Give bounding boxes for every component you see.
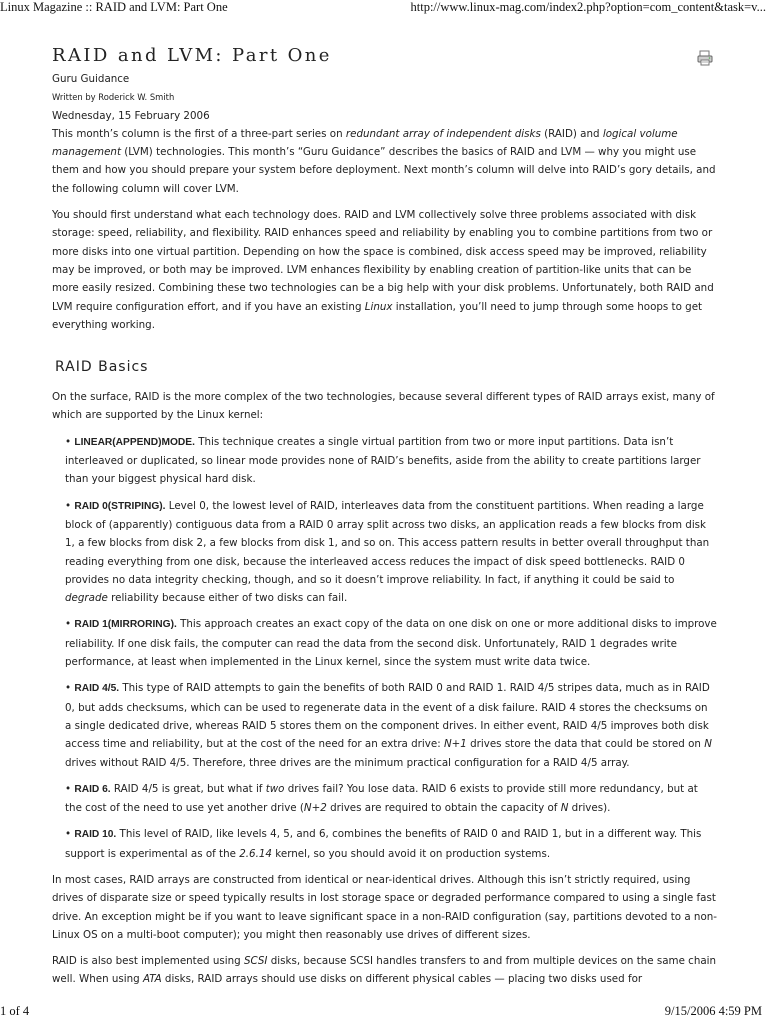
article-title: RAID and LVM: Part One (52, 45, 332, 66)
bullet-linear-mode: • LINEAR(APPEND)MODE. This technique creates a single virtual partition from two or more input partitions. Data isn’t interleaved or duplicated, so linear mode provides none of RAID’s benefits, aside from the ability to create partitions larger than your biggest physical hard disk. (65, 435, 701, 486)
article (52, 42, 717, 997)
page-header-title: Linux Magazine :: RAID and LVM: Part One (0, 0, 228, 14)
browser-print-footer (0, 1004, 768, 1020)
bullet-raid10: • RAID 10. This level of RAID, like levels 4, 5, and 6, combines the benefits of RAID 0 and RAID 1, but in a different way. This support is experimental as of the 2.6.14 kernel, so you should avoid it on production systems. (65, 828, 702, 860)
bullet-raid45: • RAID 4/5. This type of RAID attempts to gain the benefits of both RAID 0 and RAID 1. RAID 4/5 stripes data, much as in RAID 0, but adds checksums, which can be used to regenerate data in the event of a disk failure. RAID 4 stores the checksums on a single dedicated drive, whereas RAID 5 stores them on the component drives. In either event, RAID 4/5 improves both disk access time and reliability, but at the cost of the need for an extra drive: N+1 drives store the data that could be stored on N drives without RAID 4/5. Therefore, three drives are the minimum practical configuration for a RAID 4/5 array. (65, 682, 712, 769)
overview-paragraph: You should first understand what each technology does. RAID and LVM collectively solve three problems associated with disk storage: speed, reliability, and flexibility. RAID enhances speed and reliability by enabling you to combine partitions from two or more disks into one virtual partition. Depending on how the space is combined, disk access speed may be improved, reliability may be improved, or both may be improved. LVM enhances flexibility by enabling creation of partition-like units that can be more easily resized. Combining these two technologies can be a big help with your disk problems. Unfortunately, both RAID and LVM require configuration effort, and if you have an existing Linux installation, you’ll need to jump through some hoops to get everything working. (52, 209, 714, 331)
scsi-paragraph: RAID is also best implemented using SCSI disks, because SCSI handles transfers to and from multiple devices on the same chain well. When using ATA disks, RAID arrays should use disks on different physical cables — placing two disks used for (52, 955, 717, 986)
browser-print-header (0, 0, 768, 18)
page-count: 1 of 4 (0, 1004, 30, 1018)
bullet-raid1: • RAID 1(MIRRORING). This approach creates an exact copy of the data on one disk on one or more additional disks to improve reliability. If one disk fails, the computer can read the data from the second disk. Unfortunately, RAID 1 degrades write performance, at least when implemented in the Linux kernel, since the system must write data twice. (65, 618, 717, 669)
publish-date: Wednesday, 15 February 2006 (52, 109, 210, 122)
print-icon[interactable] (697, 50, 713, 66)
section-label: Guru Guidance (52, 73, 130, 85)
print-timestamp: 9/15/2006 4:59 PM (664, 1004, 762, 1018)
identical-drives-paragraph: In most cases, RAID arrays are constructed from identical or near-identical drives. Although this isn’t strictly required, using drives of disparate size or speed typically results in lost storage space or degraded performance compared to using a single fast drive. An exception might be if you want to leave significant space in a non-RAID configuration (say, partitions devoted to a non-Linux OS on a multi-boot computer); you might then reasonably use drives of different sizes. (52, 873, 717, 941)
raid-basics-heading: RAID Basics (55, 359, 149, 376)
raid-intro-paragraph: On the surface, RAID is the more complex of the two technologies, because several different types of RAID arrays exist, many of which are supported by the Linux kernel: (52, 391, 715, 422)
byline: Written by Roderick W. Smith (52, 92, 175, 103)
page-header-url: http://www.linux-mag.com/index2.php?option=com_content&task=v... (410, 0, 766, 14)
bullet-raid6: • RAID 6. RAID 4/5 is great, but what if two drives fail? You lose data. RAID 6 exists to provide still more redundancy, but at the cost of the need to use yet another drive (N+2 drives are required to obtain the capacity of N drives). (65, 782, 698, 815)
intro-paragraph: This month’s column is the first of a three-part series on redundant array of independent disks (RAID) and logical volume management (LVM) technologies. This month’s “Guru Guidance” describes the basics of RAID and LVM — why you might use them and how you should prepare your system before deployment. Next month’s column will delve into RAID’s gory details, and the following column will cover LVM. (52, 127, 716, 195)
bullet-raid0: • RAID 0(STRIPING). Level 0, the lowest level of RAID, interleaves data from the constituent partitions. When reading a large block of (apparently) contiguous data from a RAID 0 array split across two disks, an application reads a few blocks from disk 1, a few blocks from disk 2, a few blocks from disk 1, and so on. This access pattern results in better overall throughput than reading everything from one disk, because the interleaved access reduces the impact of disk speed bottlenecks. RAID 0 provides no data integrity checking, though, and so it doesn’t improve reliability. In fact, if anything it could be said to degrade reliability because either of two disks can fail. (65, 499, 710, 605)
